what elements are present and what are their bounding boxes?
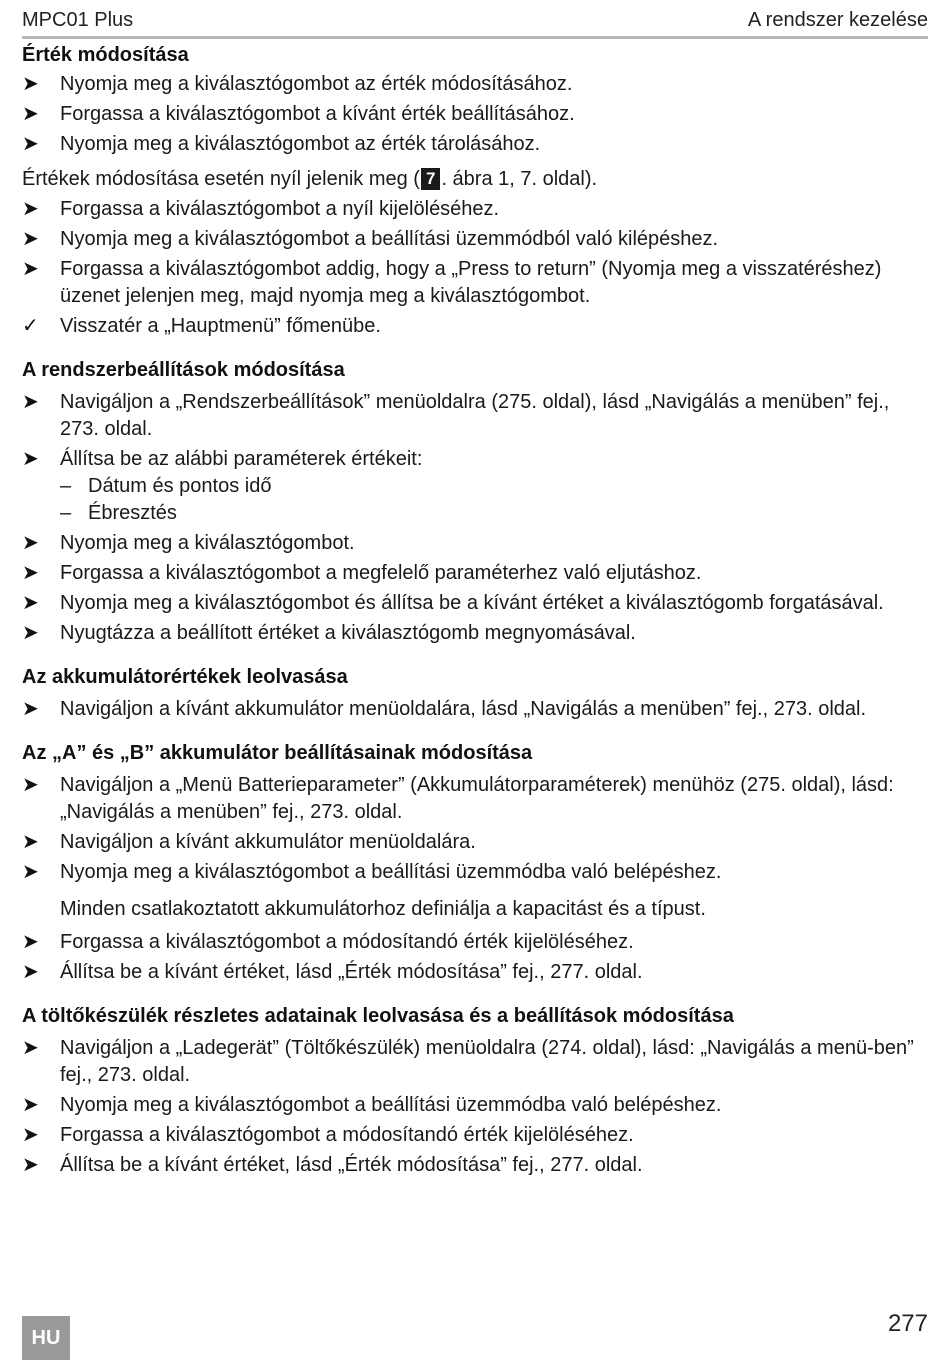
dash-bullet: – xyxy=(60,502,72,524)
note-text: Értékek módosítása esetén nyíl jelenik meg ( xyxy=(22,168,420,190)
step-item xyxy=(22,560,928,587)
step-item xyxy=(22,196,928,223)
step-list xyxy=(22,71,928,158)
step-text: Forgassa a kiválasztógombot a módosítandó érték kijelöléséhez. xyxy=(60,1124,634,1146)
step-text: Nyomja meg a kiválasztógombot és állítsa be a kívánt értéket a kiválasztógomb forgatásával. xyxy=(60,592,884,614)
step-text: Nyomja meg a kiválasztógombot a beállítási üzemmódba való belépéshez. xyxy=(60,1094,722,1116)
arrow-bullet-icon: ➤ xyxy=(22,198,39,220)
dash-bullet: – xyxy=(60,475,72,497)
step-item xyxy=(22,389,928,443)
header-chapter-title: A rendszer kezelése xyxy=(747,9,928,31)
step-text: Forgassa a kiválasztógombot a megfelelő paraméterhez való eljutáshoz. xyxy=(60,562,702,584)
step-item xyxy=(22,696,928,723)
section-title-value-change: Érték módosítása xyxy=(22,44,189,66)
sublist-item xyxy=(60,500,928,527)
arrow-bullet-icon: ➤ xyxy=(22,831,39,853)
arrow-bullet-icon: ➤ xyxy=(22,133,39,155)
step-text: Forgassa a kiválasztógombot a nyíl kijelöléséhez. xyxy=(60,198,500,220)
arrow-bullet-icon: ➤ xyxy=(22,861,39,883)
sublist-text: Ébresztés xyxy=(88,502,177,524)
step-list xyxy=(22,196,928,340)
step-item xyxy=(22,71,928,98)
step-item xyxy=(22,530,928,557)
page-content xyxy=(22,42,928,1179)
step-list xyxy=(22,1035,928,1179)
note-paragraph xyxy=(22,166,928,193)
step-list xyxy=(22,696,928,723)
step-text: Nyomja meg a kiválasztógombot. xyxy=(60,532,355,554)
arrow-bullet-icon: ➤ xyxy=(22,1037,39,1059)
note-paragraph: Minden csatlakoztatott akkumulátorhoz definiálja a kapacitást és a típust. xyxy=(60,898,706,920)
section-title-system-settings: A rendszerbeállítások módosítása xyxy=(22,359,345,381)
step-item xyxy=(22,101,928,128)
step-item xyxy=(22,590,928,617)
step-item xyxy=(22,772,928,826)
arrow-bullet-icon: ➤ xyxy=(22,258,39,280)
step-text: Navigáljon a kívánt akkumulátor menüoldalára. xyxy=(60,831,476,853)
arrow-bullet-icon: ➤ xyxy=(22,562,39,584)
step-item xyxy=(22,929,928,956)
arrow-bullet-icon: ➤ xyxy=(22,103,39,125)
arrow-bullet-icon: ➤ xyxy=(22,532,39,554)
section-title-battery-values: Az akkumulátorértékek leolvasása xyxy=(22,666,348,688)
step-text: Navigáljon a „Menü Batterieparameter” (Akkumulátorparaméterek) menühöz (275. oldal), lásd: „Navigálás a menüben” fej., 273. oldal. xyxy=(60,774,894,823)
arrow-bullet-icon: ➤ xyxy=(22,698,39,720)
arrow-bullet-icon: ➤ xyxy=(22,774,39,796)
step-item xyxy=(22,256,928,310)
step-list xyxy=(22,389,928,647)
section-title-charger-details: A töltőkészülék részletes adatainak leolvasása és a beállítások módosítása xyxy=(22,1005,734,1027)
step-text: Nyugtázza a beállított értéket a kiválasztógomb megnyomásával. xyxy=(60,622,636,644)
step-item xyxy=(22,446,928,527)
arrow-bullet-icon: ➤ xyxy=(22,391,39,413)
step-text: Állítsa be a kívánt értéket, lásd „Érték módosítása” fej., 277. oldal. xyxy=(60,1154,643,1176)
step-item xyxy=(22,1092,928,1119)
step-item xyxy=(22,1122,928,1149)
step-item xyxy=(22,829,928,856)
step-text: Forgassa a kiválasztógombot a módosítandó érték kijelöléséhez. xyxy=(60,931,634,953)
section-title-battery-ab-settings: Az „A” és „B” akkumulátor beállításainak módosítása xyxy=(22,742,533,764)
step-text: Nyomja meg a kiválasztógombot a beállítási üzemmódba való belépéshez. xyxy=(60,861,722,883)
arrow-bullet-icon: ➤ xyxy=(22,622,39,644)
result-text: Visszatér a „Hauptmenü” főmenübe. xyxy=(60,315,381,337)
arrow-bullet-icon: ➤ xyxy=(22,448,39,470)
sublist-item xyxy=(60,473,928,500)
arrow-bullet-icon: ➤ xyxy=(22,228,39,250)
arrow-bullet-icon: ➤ xyxy=(22,1124,39,1146)
step-text: Állítsa be az alábbi paraméterek értékeit: xyxy=(60,448,423,470)
page-number: 277 xyxy=(887,1310,928,1337)
step-item xyxy=(22,1035,928,1089)
language-badge: HU xyxy=(22,1316,70,1360)
result-item xyxy=(22,313,928,340)
arrow-bullet-icon: ➤ xyxy=(22,961,39,983)
header-product-name: MPC01 Plus xyxy=(22,9,134,31)
step-text: Nyomja meg a kiválasztógombot a beállítási üzemmódból való kilépéshez. xyxy=(60,228,719,250)
arrow-bullet-icon: ➤ xyxy=(22,1154,39,1176)
step-list xyxy=(22,772,928,886)
step-text: Navigáljon a „Ladegerät” (Töltőkészülék) menüoldalra (274. oldal), lásd: „Navigálás a menü-ben” fej., 273. oldal. xyxy=(60,1037,914,1086)
step-text: Forgassa a kiválasztógombot a kívánt érték beállításához. xyxy=(60,103,575,125)
parameter-sublist xyxy=(60,473,928,527)
step-item xyxy=(22,131,928,158)
sublist-text: Dátum és pontos idő xyxy=(88,475,272,497)
step-text: Navigáljon a kívánt akkumulátor menüoldalára, lásd „Navigálás a menüben” fej., 273. oldal. xyxy=(60,698,867,720)
step-item xyxy=(22,859,928,886)
arrow-bullet-icon: ➤ xyxy=(22,73,39,95)
step-text: Állítsa be a kívánt értéket, lásd „Érték módosítása” fej., 277. oldal. xyxy=(60,961,643,983)
arrow-bullet-icon: ➤ xyxy=(22,1094,39,1116)
step-text: Forgassa a kiválasztógombot addig, hogy a „Press to return” (Nyomja meg a visszatéréshez) üzenet jelenjen meg, majd nyomja meg a kiválasztógombot. xyxy=(60,258,882,307)
arrow-bullet-icon: ➤ xyxy=(22,592,39,614)
arrow-bullet-icon: ➤ xyxy=(22,931,39,953)
step-item xyxy=(22,620,928,647)
step-text: Nyomja meg a kiválasztógombot az érték tárolásához. xyxy=(60,133,541,155)
step-item xyxy=(22,959,928,986)
note-text: . ábra 1, 7. oldal). xyxy=(441,168,598,190)
step-text: Navigáljon a „Rendszerbeállítások” menüoldalra (275. oldal), lásd „Navigálás a menüben” fej., 273. oldal. xyxy=(60,391,890,440)
step-item xyxy=(22,226,928,253)
step-list xyxy=(22,929,928,986)
step-text: Nyomja meg a kiválasztógombot az érték módosításához. xyxy=(60,73,573,95)
check-mark-icon: ✓ xyxy=(22,315,39,337)
figure-reference-badge: 7 xyxy=(421,168,440,190)
step-item xyxy=(22,1152,928,1179)
page-header xyxy=(22,6,928,39)
